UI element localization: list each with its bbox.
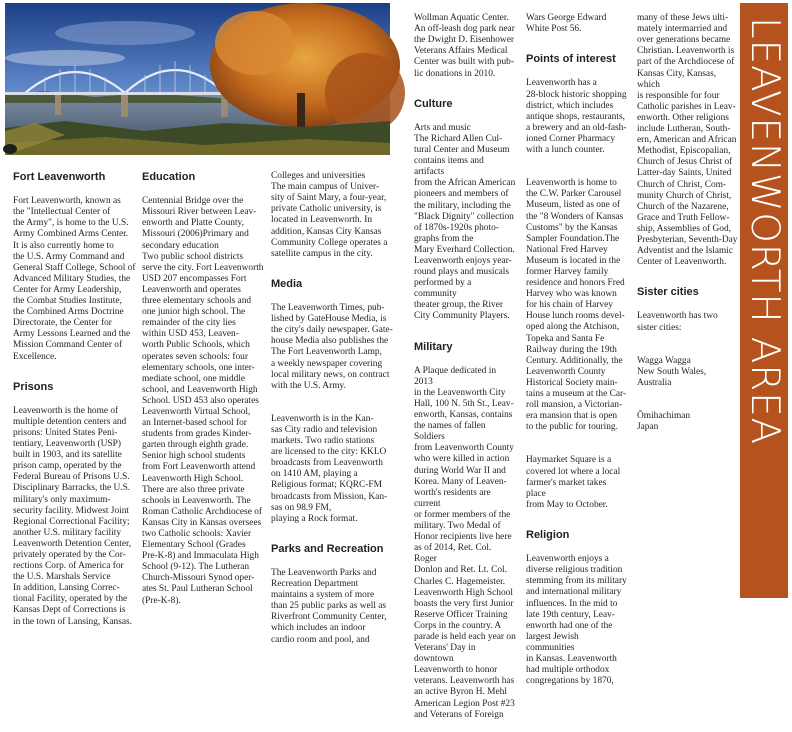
heading-parks: Parks and Recreation: [271, 542, 384, 555]
paragraph-sister-cities: Leavenworth has two sister cities:: [637, 311, 718, 333]
column-4: [414, 2, 516, 720]
heading-sister-cities: Sister cities: [637, 286, 699, 299]
column-1: [13, 160, 141, 627]
heading-culture: Culture: [414, 97, 453, 110]
paragraph-parks: The Leavenworth Parks and Recreation Department maintains a system of more than 25 public parks as well as Riverfront Community Center, which includes an indoor cardio room and pool, and: [271, 568, 387, 645]
heading-media: Media: [271, 277, 303, 290]
column-5: [526, 2, 628, 687]
paragraph-military: A Plaque dedicated in 2013 in the Leavenworth City Hall, 100 N. 5th St., Leav- enworth, Kansas, contains the names of fallen Soldiers from Leavenworth County who were killed in action during World War II and Korea. Many of Leaven- worth's residents are current or former members of the military. Two Medal of Honor recipients live here as of 2014, Ret. Col. Roger Donlon and Ret. Lt. Col. Charles C. Hagemeister. Leavenworth High School boasts the very first Junior Reserve Officer Training Corps in the country. A parade is held each year on Veterans' Day in downtown Leavenworth to honor veterans. Leavenworth has an active Byron H. Mehl American Legion Post #23 and Veterans of Foreign: [414, 365, 516, 720]
paragraph-culture: Arts and music The Richard Allen Cul- tural Center and Museum contains items and artifacts from the African American pioneers and members of the military, including the "Black Dignity" collection of 1870s-1920s photo- graphs from the Mary Everhard Collection. Leavenworth enjoys year- round plays and musicals performed by a community theater group, the River City Community Players.: [414, 122, 516, 322]
sister-city-wagga-wagga: Wagga Wagga New South Wales, Australia: [637, 355, 707, 388]
paragraph-colleges: Colleges and universities The main campus of Univer- sity of Saint Mary, a four-year, private Catholic university, is located in Leavenworth. In addition, Kansas City Kansas Community College operates a satellite campus in the city.: [271, 171, 388, 259]
paragraph-shopping: Leavenworth has a 28-block historic shopping district, which includes antique shops, restaurants, a brewery and an old-fash- ioned Corner Pharmacy with a lunch counter.: [526, 78, 627, 156]
sidebar-title: LEAVENWORTH AREA: [742, 17, 787, 446]
heading-religion: Religion: [526, 529, 570, 542]
sister-city-omihachiman: Ōmihachiman Japan: [637, 411, 691, 433]
paragraph-fort-leavenworth: Fort Leavenworth, known as the "Intellectual Center of the Army", is home to the U.S. Army Combined Arms Center. It is also currently home to the U.S. Army Command and General Staff College, School of Advanced Military Studies, the Center for Army Leadership, the Combat Studies Institute, the Combined Arms Doctrine Directorate, the Center for Army Lessons Learned and the Mission Command Center of Excellence.: [13, 196, 136, 362]
paragraph-religion-continued: many of these Jews ulti- mately intermarried and over generations became Christian. Leavenworth is part of the Archdiocese of Kansas City, Kansas, which is responsible for four Catholic parishes in Leav- enworth. Other religions include Lutheran, South- ern, American and African Methodist, Episcopalian, Church of Jesus Christ of Latter-day Saints, United Church of Christ, Com- munity Church of Christ, Church of the Nazarene, Grace and Truth Fellow- ship, Assemblies of God, Presbyterian, Seventh-Day Adventist and the Islamic Center of Leavenworth.: [637, 13, 738, 268]
heading-education: Education: [142, 171, 196, 184]
sidebar-banner: [740, 3, 788, 598]
bridge-illustration: [5, 3, 390, 155]
bridge-photo: [5, 3, 390, 155]
column-3: [271, 160, 401, 645]
paragraph-haymarket: Haymarket Square is a covered lot where a local farmer's market takes place from May to October.: [526, 455, 621, 510]
paragraph-media-radio: Leavenworth is in the Kan- sas City radio and television markets. Two radio stations are licensed to the city: KKLO broadcasts from Leavenworth on 1410 AM, playing a Religious format; KQRC-FM broadcasts from Mission, Kan- sas on 98.9 FM, playing a Rock format.: [271, 413, 388, 524]
paragraph-prisons: Leavenworth is the home of multiple detention centers and prisons: United States Peni- tentiary, Leavenworth (USP) built in 1903, and its satellite prison camp, operated by the Federal Bureau of Prisons U.S. Disciplinary Barracks, the U.S. military's only maximum- security facility. Midwest Joint Regional Correctional Facility; another U.S. military facility Leavenworth Detention Center, privately operated by the Cor- rections Corp. of America for the U.S. Marshals Service In addition, Lansing Correc- tional Facility, operated by the Kansas Dept of Corrections is in the town of Lansing, Kansas.: [13, 405, 132, 627]
heading-prisons: Prisons: [13, 380, 54, 393]
paragraph-religion: Leavenworth enjoys a diverse religious tradition stemming from its military and international military influences. In the mid to late 19th century, Leav- enworth had one of the largest Jewish communities in Kansas. Leavenworth had multiple orthodox congregations by 1870,: [526, 554, 627, 687]
paragraph-museums: Leavenworth is home to the C.W. Parker Carousel Museum, listed as one of the "8 Wonders of Kansas Customs" by the Kansas Sampler Foundation.The National Fred Harvey Museum is located in the former Harvey family residence and honors Fred Harvey who was known for his chain of Harvey House lunch rooms devel- oped along the Atchison, Topeka and Santa Fe Railway during the 19th Century. Additionally, the Leavenworth County Historical Society main- tains a museum at the Car- roll mansion, a Victorian- era mansion that is open to the public for touring.: [526, 178, 627, 433]
heading-fort-leavenworth: Fort Leavenworth: [13, 171, 106, 184]
paragraph-military-continued: Wars George Edward White Post 56.: [526, 13, 607, 35]
heading-military: Military: [414, 340, 453, 353]
paragraph-education: Centennial Bridge over the Missouri River between Leav- enworth and Platte County, Missouri (2006)Primary and secondary education Two public school districts serve the city. Fort Leavenworth USD 207 encompasses Fort Leavenworth and operates three elementary schools and one junior high school. The remainder of the city lies within USD 453, Leaven- worth Public Schools, which operates seven schools: four elementary schools, one inter- mediate school, one middle school, and Leavenworth High School. USD 453 also operates Leavenworth Virtual School, an Internet-based school for students from grades Kinder- garten through eighth grade. Senior high school students from Fort Leavenworth attend Leavenworth High School. There are also three private schools in Leavenworth. The Roman Catholic Archdiocese of Kansas City in Kansas oversees two Catholic schools: Xavier Elementary School (Grades Pre-K-8) and Immaculata High School (9-12). The Lutheran Church-Missouri Synod oper- ates St. Paul Lutheran School (Pre-K-8).: [142, 196, 264, 606]
paragraph-parks-continued: Wollman Aquatic Center. An off-leash dog park near the Dwight D. Eisenhower Veterans Affairs Medical Center was built with pub- lic donations in 2010.: [414, 13, 515, 79]
column-6: [637, 2, 739, 600]
paragraph-media-newspaper: The Leavenworth Times, pub- lished by GateHouse Media, is the city's daily newspaper. Gate- house Media also publishes the The Fort Leavenworth Lamp, a weekly newspaper covering local military news, on contract with the U.S. Army.: [271, 303, 393, 391]
column-2: [142, 160, 270, 606]
heading-points-of-interest: Points of interest: [526, 53, 616, 66]
